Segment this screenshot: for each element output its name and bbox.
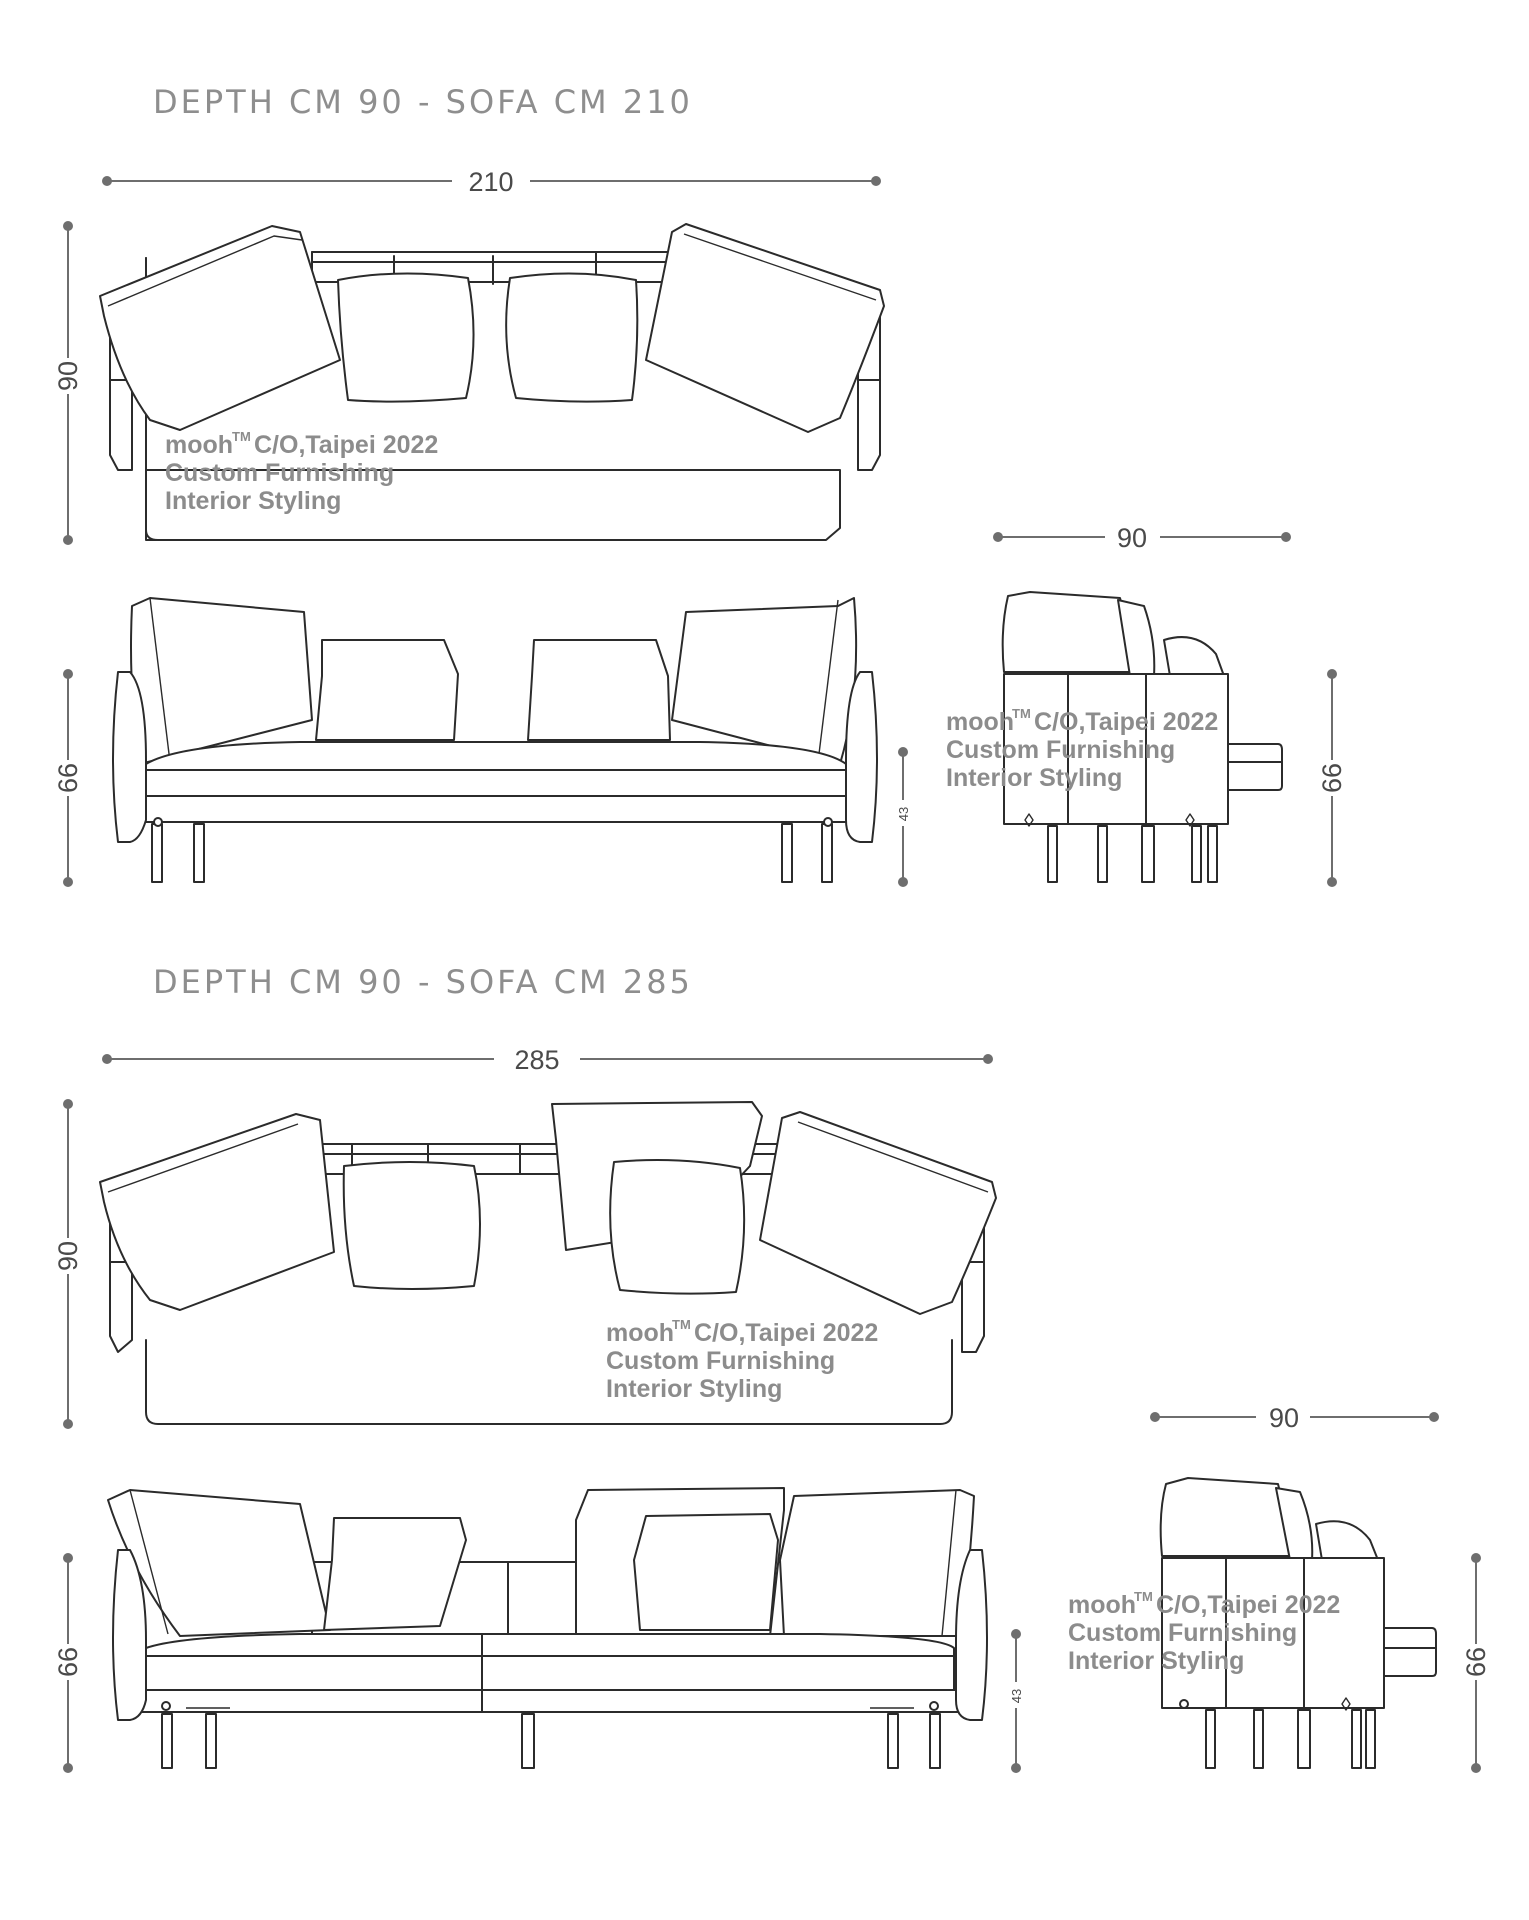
sofa-285-front-view — [108, 1488, 987, 1768]
svg-text:TM: TM — [1134, 1589, 1153, 1604]
dimension-top-height-285 — [52, 1099, 84, 1429]
side-depth-label-210: 90 — [1116, 523, 1148, 553]
section-heading-285: DEPTH CM 90 - SOFA CM 285 — [153, 963, 693, 1001]
svg-text:C/O,Taipei 2022: C/O,Taipei 2022 — [1034, 708, 1219, 736]
watermark-210-top — [165, 429, 438, 515]
dimension-seat-height-210 — [894, 747, 912, 887]
svg-text:Custom Furnishing: Custom Furnishing — [1068, 1619, 1298, 1647]
dimension-side-depth-210 — [993, 523, 1291, 553]
svg-text:C/O,Taipei 2022: C/O,Taipei 2022 — [694, 1319, 879, 1347]
watermark-tm: TM — [232, 429, 251, 444]
top-height-label-285: 90 — [53, 1240, 83, 1272]
svg-text:mooh — [165, 431, 233, 459]
dimension-seat-height-285 — [1007, 1629, 1025, 1773]
svg-text:mooh: mooh — [1068, 1591, 1137, 1619]
watermark-line1: C/O,Taipei 2022 — [254, 431, 439, 459]
section-heading-210: DEPTH CM 90 - SOFA CM 210 — [153, 83, 693, 121]
dimension-side-height-285 — [1460, 1553, 1492, 1773]
top-height-label-210: 90 — [53, 360, 83, 392]
width-label-210: 210 — [468, 167, 514, 197]
side-height-label-285: 66 — [1461, 1646, 1491, 1678]
svg-text:Interior Styling: Interior Styling — [946, 764, 1123, 792]
watermark-line2: Custom Furnishing — [165, 459, 395, 487]
dimension-top-height-210 — [52, 221, 84, 545]
front-height-label-210: 66 — [53, 762, 83, 794]
front-height-label-285: 66 — [53, 1646, 83, 1678]
side-depth-label-285: 90 — [1268, 1403, 1300, 1433]
svg-text:Custom Furnishing: Custom Furnishing — [946, 736, 1176, 764]
sofa-285-top-view — [100, 1102, 996, 1424]
dimension-front-height-285 — [52, 1553, 84, 1773]
svg-text:Custom Furnishing: Custom Furnishing — [606, 1347, 836, 1375]
svg-text:mooh: mooh — [606, 1319, 675, 1347]
seat-height-label-285: 43 — [1009, 1688, 1024, 1704]
svg-text:TM: TM — [672, 1317, 691, 1332]
dimension-front-height-210 — [52, 669, 84, 887]
svg-text:mooh: mooh — [946, 708, 1015, 736]
svg-text:Interior Styling: Interior Styling — [606, 1375, 783, 1403]
svg-text:TM: TM — [1012, 706, 1031, 721]
watermark-brand: mooh — [165, 431, 234, 459]
watermark-line3: Interior Styling — [165, 487, 342, 515]
dimension-width-210 — [102, 167, 881, 197]
seat-height-label-210: 43 — [896, 806, 911, 822]
sofa-210-front-view — [113, 598, 877, 882]
dimension-side-depth-285 — [1150, 1403, 1439, 1433]
dimension-side-height-210 — [1316, 669, 1348, 887]
width-label-285: 285 — [514, 1045, 560, 1075]
side-height-label-210: 66 — [1317, 762, 1347, 794]
dimension-width-285 — [102, 1045, 993, 1075]
svg-text:C/O,Taipei 2022: C/O,Taipei 2022 — [1156, 1591, 1341, 1619]
watermark-285-top — [606, 1317, 878, 1403]
svg-text:Interior Styling: Interior Styling — [1068, 1647, 1245, 1675]
